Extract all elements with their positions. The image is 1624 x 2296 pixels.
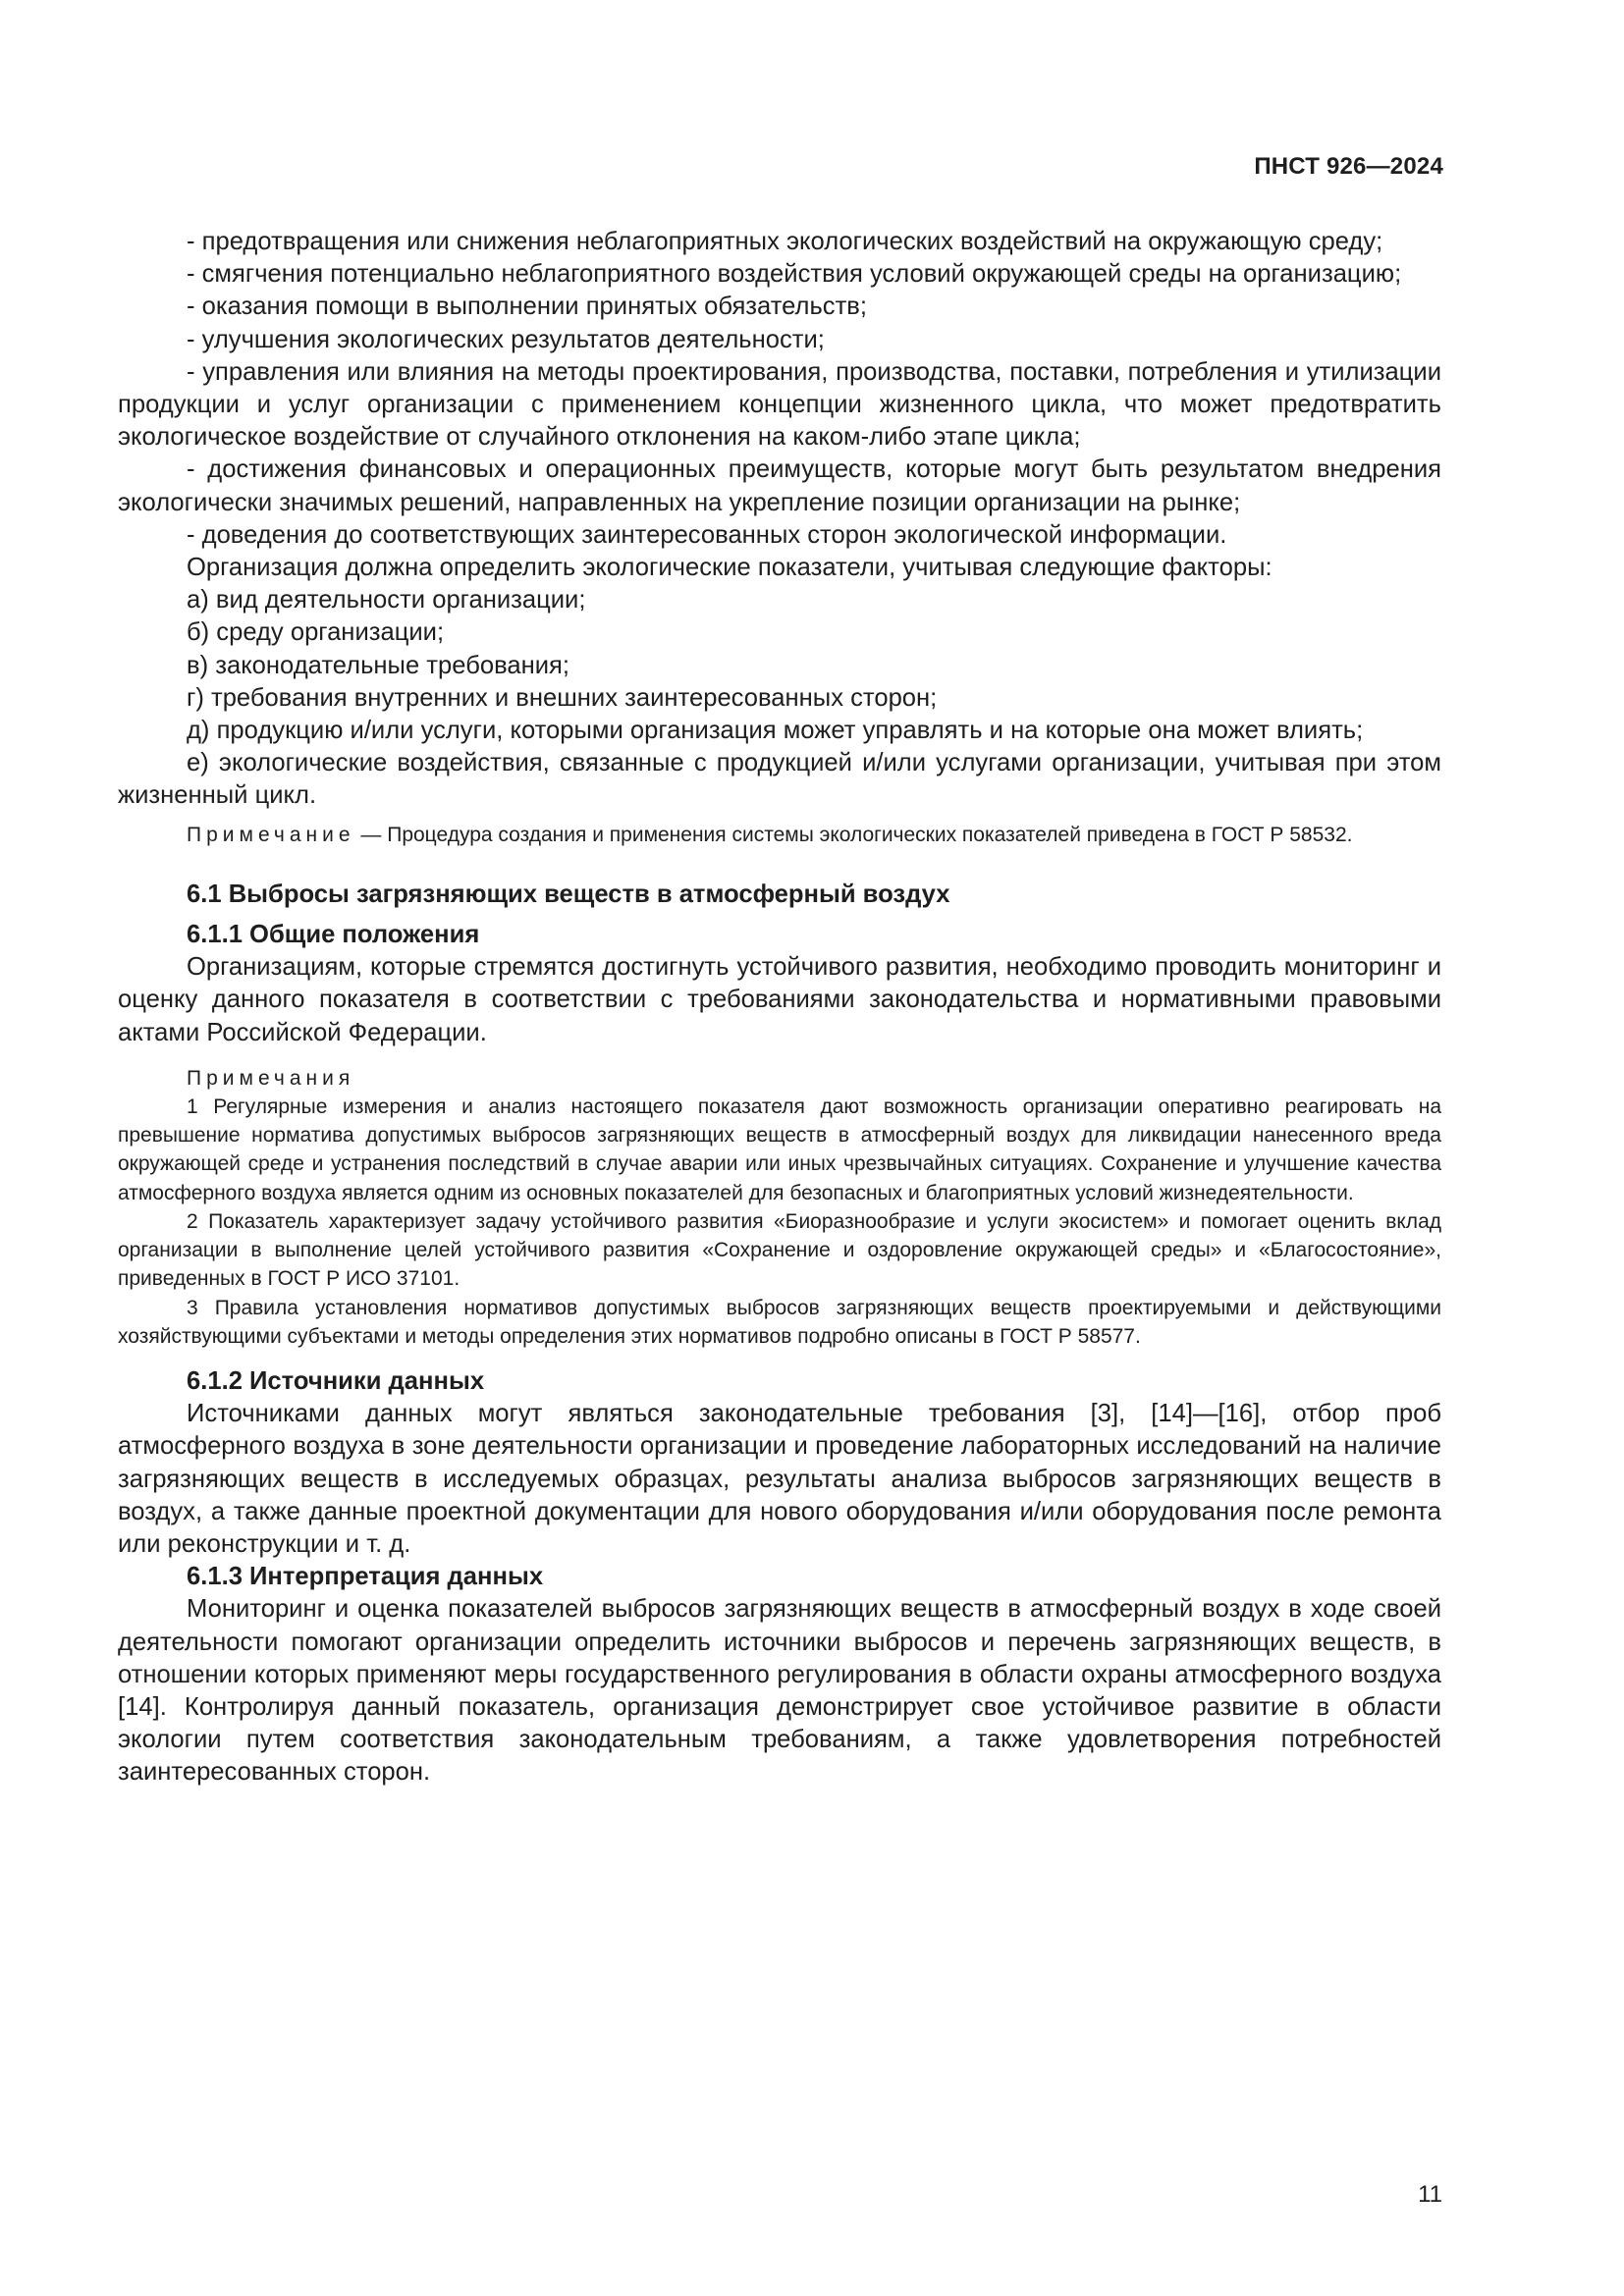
list-item: - предотвращения или снижения неблагоприятных экологических воздействий на окружающую среду; — [187, 228, 1383, 255]
note-item: 1 Регулярные измерения и анализ настоящего показателя дают возможность организации оперативно реагировать на превышение норматива допустимых выбросов загрязняющих веществ в атмосферный воздух для ликвидации нанесенного вреда окружающей среде и устранения последствий в случае аварии или иных чрезвычайных ситуациях. Сохранение и улучшение качества атмосферного воздуха является одним из основных показателей для безопасных и благоприятных условий жизнедеятельности. — [118, 1095, 1441, 1204]
page-number: 11 — [1418, 2181, 1442, 2208]
subsection-title: 6.1.1 Общие положения — [187, 921, 480, 949]
note-label: Примечание — [187, 823, 355, 846]
factor-item: в) законодательные требования; — [187, 651, 570, 679]
note-item: 3 Правила установления нормативов допустимых выбросов загрязняющих веществ проектируемыми и действующими хозяйствующими субъектами и методы определения этих нормативов подробно описаны в ГОСТ Р 58577. — [118, 1296, 1441, 1348]
factor-item: г) требования внутренних и внешних заинтересованных сторон; — [187, 683, 938, 712]
note — [118, 821, 1441, 849]
note-text: — Процедура создания и применения системы экологических показателей приведена в ГОСТ Р 58532. — [354, 823, 1353, 846]
factors-intro: Организация должна определить экологические показатели, учитывая следующие факторы: — [187, 554, 1272, 582]
list-item: - смягчения потенциально неблагоприятного воздействия условий окружающей среды на организацию; — [187, 260, 1402, 289]
paragraph: Мониторинг и оценка показателей выбросов загрязняющих веществ в атмосферный воздух в ходе своей деятельности помогают организации определить источники выбросов и перечень загрязняющих веществ, в отношении которых применяют меры государственного регулирования в области охраны атмосферного воздуха [14]. Контролируя данный показатель, организация демонстрирует свое устойчивое развитие в области экологии путем соответствия законодательным требованиям, а также удовлетворения потребностей заинтересованных сторон. — [118, 1595, 1441, 1787]
list-item: - управления или влияния на методы проектирования, производства, поставки, потребления и утилизации продукции и услуг организации с применением концепции жизненного цикла, что может предотвратить экологическое воздействие от случайного отклонения на каком-либо этапе цикла; — [118, 357, 1441, 452]
paragraph: Организациям, которые стремятся достигнуть устойчивого развития, необходимо проводить мониторинг и оценку данного показателя в соответствии с требованиями законодательства и нормативными правовыми актами Российской Федерации. — [118, 953, 1441, 1046]
subsection-title: 6.1.2 Источники данных — [187, 1366, 485, 1395]
paragraph: Источниками данных могут являться законодательные требования [3], [14]—[16], отбор проб атмосферного воздуха в зоне деятельности организации и проведение лабораторных исследований на наличие загрязняющих веществ в исследуемых образцах, результаты анализа выбросов загрязняющих веществ в воздух, а также данные проектной документации для нового оборудования и/или оборудования после ремонта или реконструкции и т. д. — [118, 1400, 1441, 1558]
list-item: - доведения до соответствующих заинтересованных сторон экологической информации. — [187, 520, 1227, 549]
subsection-title: 6.1.3 Интерпретация данных — [187, 1563, 544, 1591]
list-item: - оказания помощи в выполнении принятых обязательств; — [187, 293, 868, 321]
factor-item: д) продукцию и/или услуги, которыми организация может управлять и на которые она может влиять; — [187, 717, 1364, 745]
list-item: - улучшения экологических результатов деятельности; — [187, 325, 825, 353]
document-number: ПНСТ 926—2024 — [1254, 153, 1443, 180]
list-item: - достижения финансовых и операционных преимуществ, которые могут быть результатом внедрения экологически значимых решений, направленных на укрепление позиции организации на рынке; — [118, 455, 1441, 516]
factor-item: е) экологические воздействия, связанные с продукцией и/или услугами организации, учитывая при этом жизненный цикл. — [118, 749, 1441, 810]
factor-item: б) среду организации; — [187, 618, 445, 647]
notes-label: Примечания — [187, 1066, 355, 1090]
factor-item: а) вид деятельности организации; — [187, 586, 586, 614]
note-item: 2 Показатель характеризует задачу устойчивого развития «Биоразнообразие и услуги экосистем» и помогает оценить вклад организации в выполнение целей устойчивого развития «Сохранение и оздоровление окружающей среды» и «Благосостояние», приведенных в ГОСТ Р ИСО 37101. — [118, 1209, 1441, 1291]
page-body — [118, 226, 1441, 1789]
section-title: 6.1 Выбросы загрязняющих веществ в атмосферный воздух — [187, 880, 950, 908]
